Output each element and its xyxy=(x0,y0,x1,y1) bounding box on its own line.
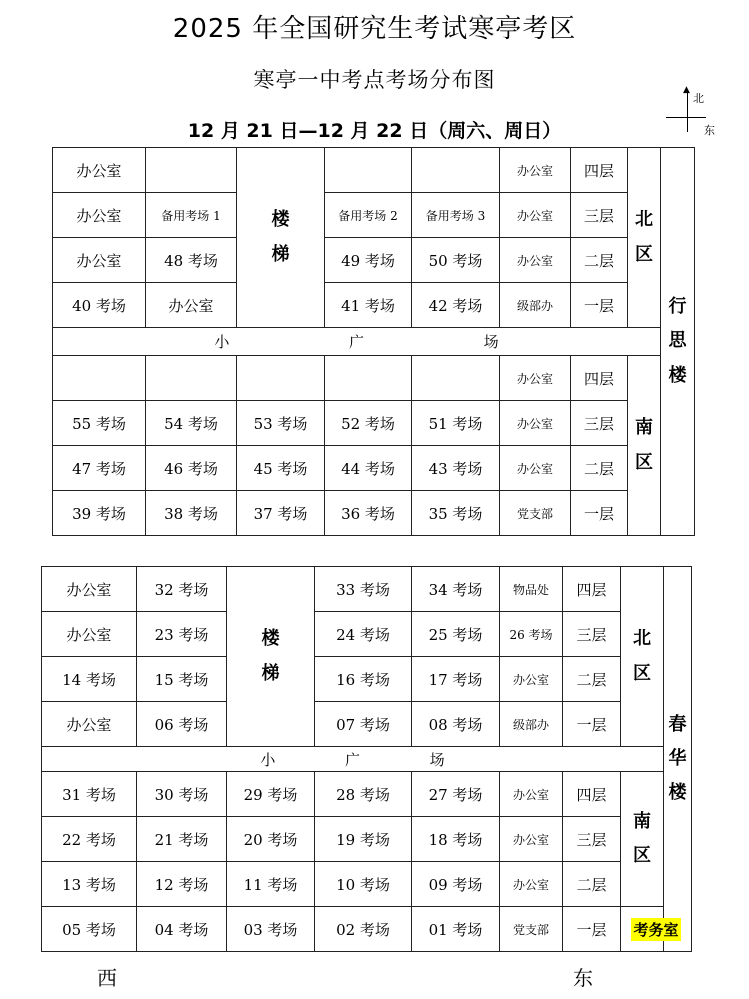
room-cell: 28 考场 xyxy=(315,772,412,817)
page-title: 2025 年全国研究生考试寒亭考区 xyxy=(172,14,577,44)
plaza-char: 广 xyxy=(344,750,360,769)
floor-label: 一层 xyxy=(571,491,628,536)
room-cell: 17 考场 xyxy=(412,657,500,702)
room-cell: 备用考场 1 xyxy=(146,193,237,238)
room-cell: 党支部 xyxy=(500,907,563,952)
room-cell: 12 考场 xyxy=(137,862,227,907)
room-cell: 22 考场 xyxy=(42,817,137,862)
room-cell: 02 考场 xyxy=(315,907,412,952)
room-cell: 办公室 xyxy=(42,702,137,747)
room-cell: 办公室 xyxy=(42,612,137,657)
room-cell: 16 考场 xyxy=(315,657,412,702)
compass-north-label: 北 xyxy=(693,92,704,105)
date-line: 12 月 21 日—12 月 22 日（周六、周日） xyxy=(187,120,562,142)
room-cell: 27 考场 xyxy=(412,772,500,817)
floor-label: 四层 xyxy=(563,567,621,612)
room-cell: 31 考场 xyxy=(42,772,137,817)
floor-label: 三层 xyxy=(571,401,628,446)
room-cell: 办公室 xyxy=(500,356,571,401)
floor-label: 四层 xyxy=(563,772,621,817)
room-cell: 办公室 xyxy=(500,862,563,907)
building-name: 春华楼 xyxy=(664,567,692,952)
room-cell: 51 考场 xyxy=(412,401,500,446)
room-cell: 41 考场 xyxy=(325,283,412,328)
room-cell: 办公室 xyxy=(500,817,563,862)
room-cell: 21 考场 xyxy=(137,817,227,862)
room-cell: 30 考场 xyxy=(137,772,227,817)
room-cell: 34 考场 xyxy=(412,567,500,612)
room-cell: 办公室 xyxy=(500,238,571,283)
room-cell: 46 考场 xyxy=(146,446,237,491)
room-cell xyxy=(325,356,412,401)
room-cell: 办公室 xyxy=(500,657,563,702)
floor-label: 二层 xyxy=(571,238,628,283)
small-plaza xyxy=(42,747,664,772)
room-cell: 11 考场 xyxy=(227,862,315,907)
page-subtitle: 寒亭一中考点考场分布图 xyxy=(253,68,496,92)
floor-label: 二层 xyxy=(563,862,621,907)
room-cell: 33 考场 xyxy=(315,567,412,612)
room-cell: 18 考场 xyxy=(412,817,500,862)
room-cell: 47 考场 xyxy=(53,446,146,491)
room-cell: 54 考场 xyxy=(146,401,237,446)
room-cell: 36 考场 xyxy=(325,491,412,536)
stairs: 楼梯 xyxy=(237,148,325,328)
room-cell: 级部办 xyxy=(500,702,563,747)
room-cell: 50 考场 xyxy=(412,238,500,283)
plaza-char: 小 xyxy=(214,333,230,351)
floor-label: 三层 xyxy=(563,817,621,862)
floor-label: 四层 xyxy=(571,148,628,193)
room-cell: 40 考场 xyxy=(53,283,146,328)
west-direction-label: 西 xyxy=(97,966,117,990)
room-cell: 37 考场 xyxy=(237,491,325,536)
room-cell: 45 考场 xyxy=(237,446,325,491)
east-direction-label: 东 xyxy=(573,966,593,990)
room-cell: 办公室 xyxy=(146,283,237,328)
room-cell xyxy=(146,148,237,193)
room-cell: 06 考场 xyxy=(137,702,227,747)
room-cell: 办公室 xyxy=(500,772,563,817)
room-cell: 05 考场 xyxy=(42,907,137,952)
room-cell: 01 考场 xyxy=(412,907,500,952)
room-cell: 29 考场 xyxy=(227,772,315,817)
north-arrow-icon: ▲ xyxy=(683,85,690,95)
room-cell: 备用考场 3 xyxy=(412,193,500,238)
room-cell: 党支部 xyxy=(500,491,571,536)
room-cell: 19 考场 xyxy=(315,817,412,862)
room-cell: 42 考场 xyxy=(412,283,500,328)
room-cell: 23 考场 xyxy=(137,612,227,657)
compass xyxy=(660,86,740,142)
room-cell xyxy=(325,148,412,193)
room-cell: 14 考场 xyxy=(42,657,137,702)
room-cell: 办公室 xyxy=(53,193,146,238)
floor-label: 四层 xyxy=(571,356,628,401)
compass-vertical-line xyxy=(687,92,688,132)
room-cell: 办公室 xyxy=(500,193,571,238)
room-cell: 07 考场 xyxy=(315,702,412,747)
room-cell: 52 考场 xyxy=(325,401,412,446)
room-cell: 55 考场 xyxy=(53,401,146,446)
room-cell: 35 考场 xyxy=(412,491,500,536)
xingsi-building-plan xyxy=(52,147,695,536)
floor-label: 三层 xyxy=(571,193,628,238)
room-cell: 13 考场 xyxy=(42,862,137,907)
room-cell: 08 考场 xyxy=(412,702,500,747)
room-cell: 办公室 xyxy=(500,401,571,446)
floor-label: 一层 xyxy=(563,907,621,952)
south-zone-label: 南区 xyxy=(628,356,661,536)
room-cell: 10 考场 xyxy=(315,862,412,907)
room-cell: 43 考场 xyxy=(412,446,500,491)
floor-label: 二层 xyxy=(571,446,628,491)
room-cell: 32 考场 xyxy=(137,567,227,612)
room-cell xyxy=(412,356,500,401)
room-cell: 级部办 xyxy=(500,283,571,328)
room-cell: 办公室 xyxy=(500,446,571,491)
room-cell xyxy=(53,356,146,401)
floor-label: 二层 xyxy=(563,657,621,702)
room-cell: 办公室 xyxy=(53,238,146,283)
room-cell: 38 考场 xyxy=(146,491,237,536)
chunhua-building-plan xyxy=(41,566,692,952)
south-zone-label: 南区 xyxy=(621,772,664,907)
exam-affairs-office xyxy=(621,907,692,952)
room-cell: 办公室 xyxy=(42,567,137,612)
room-cell xyxy=(146,356,237,401)
floor-label: 三层 xyxy=(563,612,621,657)
room-cell: 49 考场 xyxy=(325,238,412,283)
building-name: 行思楼 xyxy=(661,148,695,536)
room-cell: 24 考场 xyxy=(315,612,412,657)
room-cell: 48 考场 xyxy=(146,238,237,283)
room-cell: 53 考场 xyxy=(237,401,325,446)
room-cell: 20 考场 xyxy=(227,817,315,862)
room-cell: 09 考场 xyxy=(412,862,500,907)
plaza-char: 场 xyxy=(429,750,445,769)
exam-affairs-highlight: 考务室 xyxy=(631,918,680,941)
floor-label: 一层 xyxy=(571,283,628,328)
plaza-char: 场 xyxy=(483,333,499,351)
room-cell xyxy=(412,148,500,193)
small-plaza xyxy=(53,328,661,356)
plaza-char: 小 xyxy=(260,750,276,769)
north-zone-label: 北区 xyxy=(628,148,661,328)
room-cell: 26 考场 xyxy=(500,612,563,657)
north-zone-label: 北区 xyxy=(621,567,664,747)
compass-horizontal-line xyxy=(666,117,706,118)
stairs: 楼梯 xyxy=(227,567,315,747)
room-cell: 04 考场 xyxy=(137,907,227,952)
room-cell xyxy=(237,356,325,401)
room-cell: 物品处 xyxy=(500,567,563,612)
room-cell: 39 考场 xyxy=(53,491,146,536)
room-cell: 备用考场 2 xyxy=(325,193,412,238)
compass-east-label: 东 xyxy=(704,124,715,137)
room-cell: 15 考场 xyxy=(137,657,227,702)
room-cell: 办公室 xyxy=(53,148,146,193)
floor-label: 一层 xyxy=(563,702,621,747)
plaza-char: 广 xyxy=(348,333,364,351)
room-cell: 25 考场 xyxy=(412,612,500,657)
room-cell: 44 考场 xyxy=(325,446,412,491)
room-cell: 03 考场 xyxy=(227,907,315,952)
room-cell: 办公室 xyxy=(500,148,571,193)
